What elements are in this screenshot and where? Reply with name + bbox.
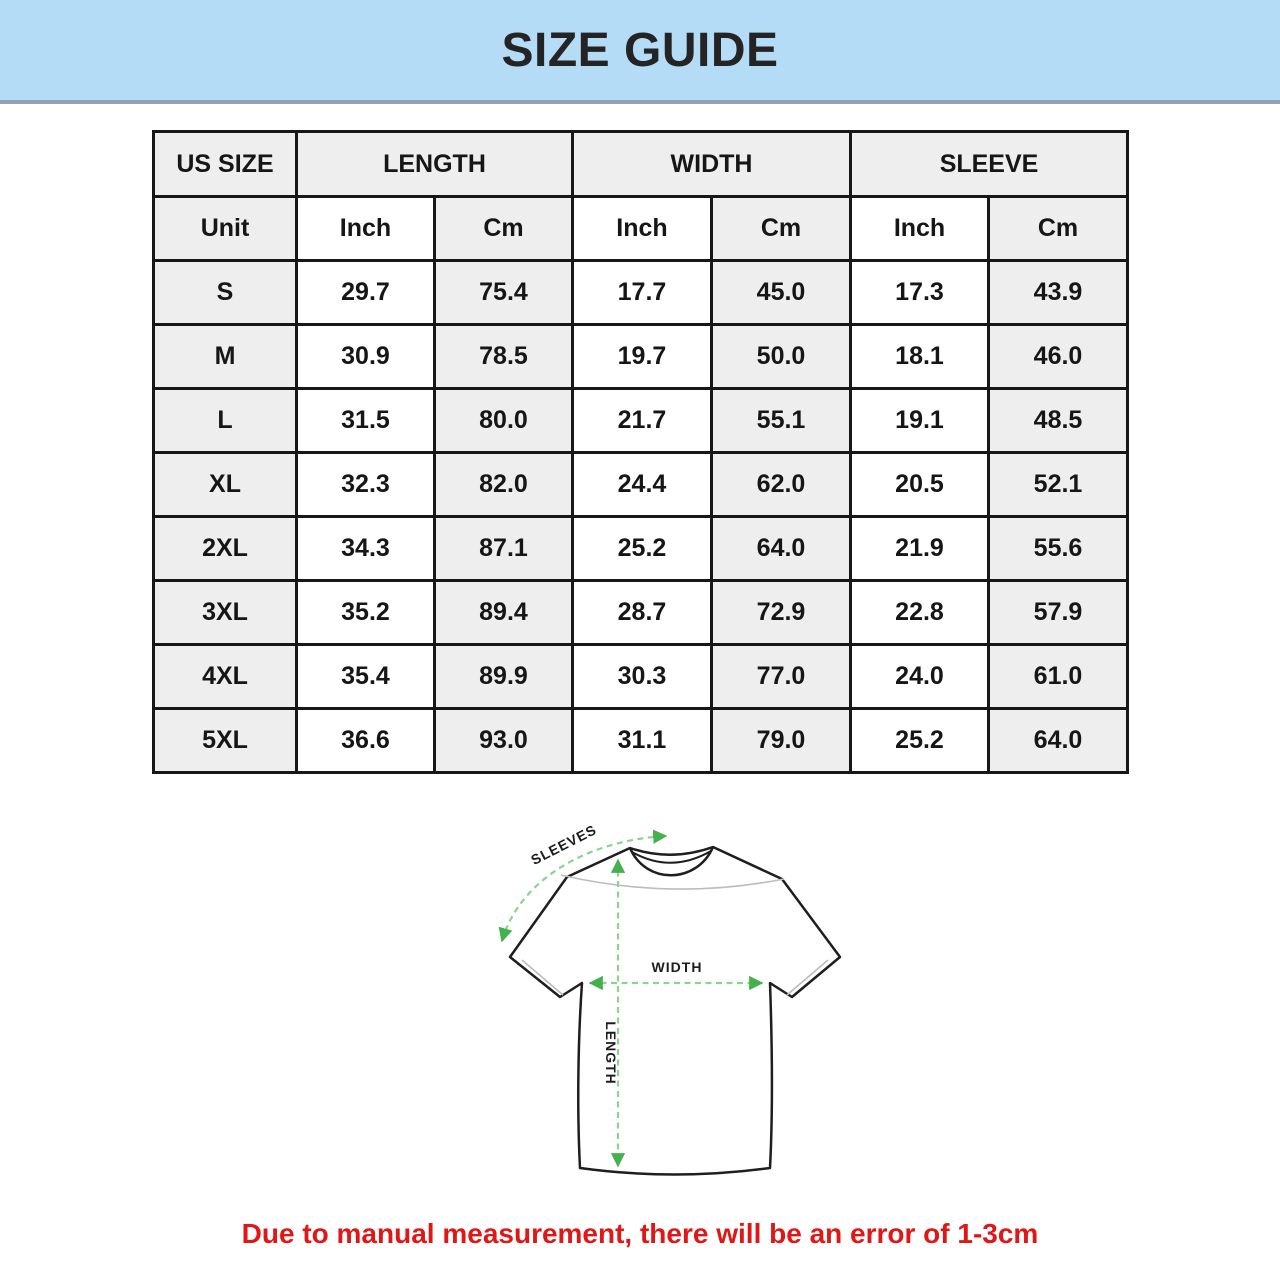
- size-table: [152, 130, 1129, 774]
- value-cell: 89.4: [435, 581, 573, 645]
- value-cell: 21.9: [851, 517, 989, 581]
- size-label: 5XL: [154, 709, 297, 773]
- table-row: [154, 453, 1128, 517]
- col-header-length: LENGTH: [297, 132, 573, 197]
- value-cell: 50.0: [712, 325, 851, 389]
- header-band: [0, 0, 1280, 104]
- page-title: SIZE GUIDE: [501, 23, 779, 77]
- value-cell: 35.4: [297, 645, 435, 709]
- col-header-us-size: US SIZE: [154, 132, 297, 197]
- value-cell: 57.9: [989, 581, 1128, 645]
- value-cell: 52.1: [989, 453, 1128, 517]
- unit-inch: Inch: [297, 197, 435, 261]
- value-cell: 24.0: [851, 645, 989, 709]
- value-cell: 79.0: [712, 709, 851, 773]
- value-cell: 19.1: [851, 389, 989, 453]
- value-cell: 64.0: [712, 517, 851, 581]
- table-row: [154, 197, 1128, 261]
- size-label: 3XL: [154, 581, 297, 645]
- value-cell: 78.5: [435, 325, 573, 389]
- value-cell: 87.1: [435, 517, 573, 581]
- table-row: [154, 132, 1128, 197]
- value-cell: 22.8: [851, 581, 989, 645]
- value-cell: 20.5: [851, 453, 989, 517]
- length-label: LENGTH: [603, 1021, 619, 1085]
- value-cell: 48.5: [989, 389, 1128, 453]
- width-label: WIDTH: [651, 959, 703, 975]
- value-cell: 45.0: [712, 261, 851, 325]
- value-cell: 29.7: [297, 261, 435, 325]
- sleeves-label: SLEEVES: [528, 821, 600, 868]
- value-cell: 19.7: [573, 325, 712, 389]
- size-label: 2XL: [154, 517, 297, 581]
- value-cell: 17.3: [851, 261, 989, 325]
- value-cell: 17.7: [573, 261, 712, 325]
- value-cell: 77.0: [712, 645, 851, 709]
- table-row: [154, 517, 1128, 581]
- value-cell: 64.0: [989, 709, 1128, 773]
- measurement-disclaimer: Due to manual measurement, there will be an error of 1-3cm: [241, 1218, 1039, 1249]
- value-cell: 24.4: [573, 453, 712, 517]
- unit-header: Unit: [154, 197, 297, 261]
- value-cell: 55.1: [712, 389, 851, 453]
- table-row: [154, 389, 1128, 453]
- value-cell: 31.1: [573, 709, 712, 773]
- unit-cm: Cm: [989, 197, 1128, 261]
- table-row: [154, 325, 1128, 389]
- value-cell: 25.2: [573, 517, 712, 581]
- col-header-sleeve: SLEEVE: [851, 132, 1128, 197]
- tshirt-outline: [510, 847, 840, 1175]
- value-cell: 93.0: [435, 709, 573, 773]
- value-cell: 30.3: [573, 645, 712, 709]
- table-row: [154, 581, 1128, 645]
- value-cell: 34.3: [297, 517, 435, 581]
- size-label: 4XL: [154, 645, 297, 709]
- unit-cm: Cm: [435, 197, 573, 261]
- value-cell: 35.2: [297, 581, 435, 645]
- value-cell: 72.9: [712, 581, 851, 645]
- value-cell: 18.1: [851, 325, 989, 389]
- tshirt-measure-diagram: [460, 808, 880, 1208]
- size-label: M: [154, 325, 297, 389]
- value-cell: 62.0: [712, 453, 851, 517]
- value-cell: 75.4: [435, 261, 573, 325]
- value-cell: 36.6: [297, 709, 435, 773]
- value-cell: 25.2: [851, 709, 989, 773]
- table-row: [154, 709, 1128, 773]
- table-row: [154, 645, 1128, 709]
- unit-inch: Inch: [573, 197, 712, 261]
- unit-inch: Inch: [851, 197, 989, 261]
- unit-cm: Cm: [712, 197, 851, 261]
- value-cell: 30.9: [297, 325, 435, 389]
- value-cell: 32.3: [297, 453, 435, 517]
- value-cell: 28.7: [573, 581, 712, 645]
- value-cell: 31.5: [297, 389, 435, 453]
- value-cell: 89.9: [435, 645, 573, 709]
- size-label: XL: [154, 453, 297, 517]
- value-cell: 46.0: [989, 325, 1128, 389]
- value-cell: 80.0: [435, 389, 573, 453]
- size-label: S: [154, 261, 297, 325]
- value-cell: 43.9: [989, 261, 1128, 325]
- value-cell: 61.0: [989, 645, 1128, 709]
- table-row: [154, 261, 1128, 325]
- value-cell: 55.6: [989, 517, 1128, 581]
- value-cell: 21.7: [573, 389, 712, 453]
- size-label: L: [154, 389, 297, 453]
- value-cell: 82.0: [435, 453, 573, 517]
- col-header-width: WIDTH: [573, 132, 851, 197]
